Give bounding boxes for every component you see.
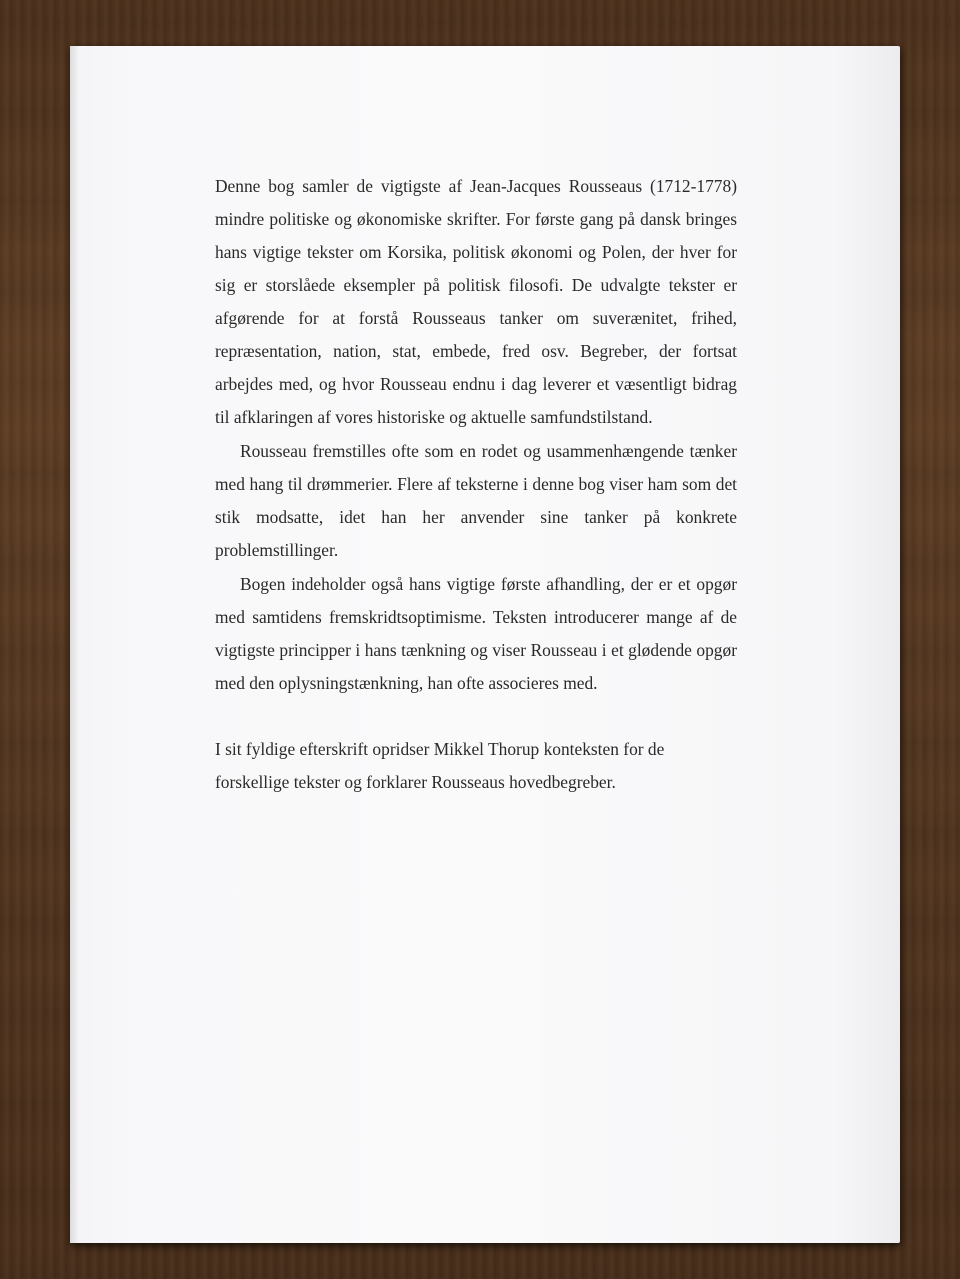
book-edge	[70, 46, 78, 1243]
blurb-paragraph-1: Denne bog samler de vigtigste af Jean-Jacques Rousseaus (1712-1778) mindre politiske og økonomiske skrifter. For første gang på dansk bringes hans vigtige tekster om Korsika, politisk økonomi og Polen, der hver for sig er storslåede eksempler på politisk filosofi. De udvalgte tekster er afgørende for at forstå Rousseaus tanker om suverænitet, frihed, repræsentation, nation, stat, embede, fred osv. Begreber, der fortsat arbejdes med, og hvor Rousseau endnu i dag leverer et væsentligt bidrag til afklaringen af vores historiske og aktuelle samfundstilstand.	[215, 176, 737, 427]
blurb-paragraph-2: Rousseau fremstilles ofte som en rodet og usammenhængende tænker med hang til drømmerier. Flere af teksterne i denne bog viser ham som det stik modsatte, idet han her anvender sine tanker på konkrete problemstillinger.	[215, 441, 737, 560]
book-back-cover	[70, 46, 900, 1243]
back-cover-blurb	[215, 170, 737, 799]
blurb-paragraph-3: Bogen indeholder også hans vigtige første afhandling, der er et opgør med samtidens fremskridtsoptimisme. Teksten introducerer mange af de vigtigste principper i hans tænkning og viser Rousseau i et glødende opgør med den oplysningstænkning, han ofte associeres med.	[215, 574, 737, 693]
blurb-paragraph-afterword: I sit fyldige efterskrift opridser Mikkel Thorup konteksten for de forskellige tekster og forklarer Rousseaus hovedbegreber.	[215, 739, 665, 792]
